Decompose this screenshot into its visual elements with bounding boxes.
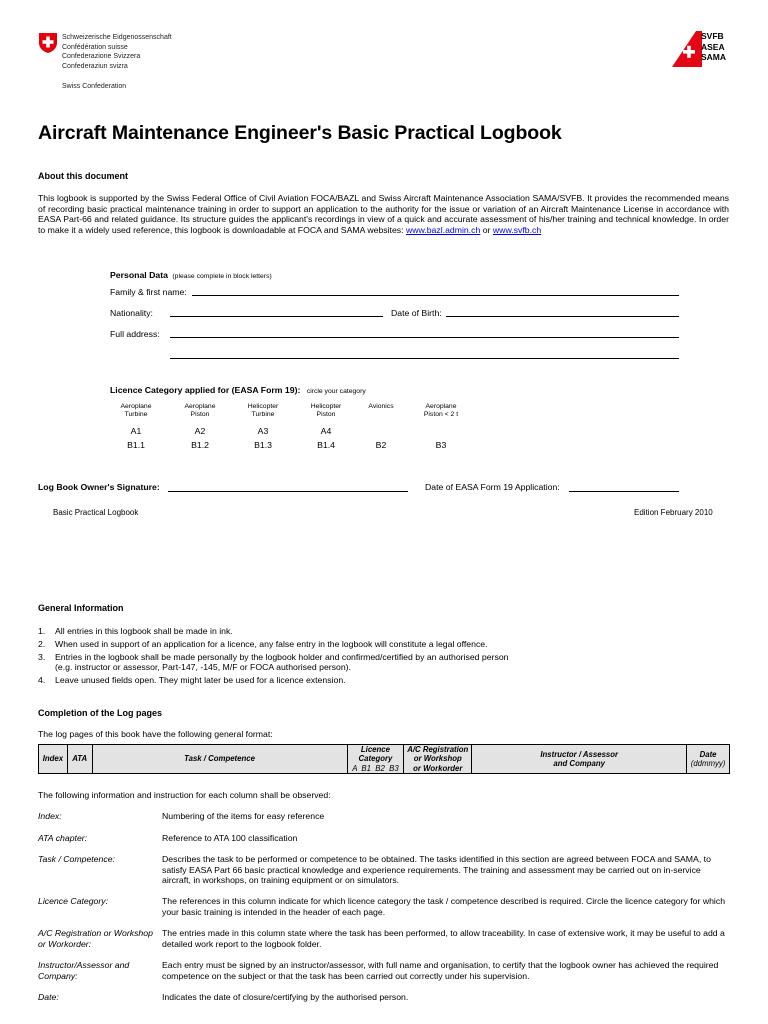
family-name-field[interactable] xyxy=(192,295,679,296)
federation-names xyxy=(62,33,172,71)
full-address-label: Full address: xyxy=(110,329,160,339)
swiss-federal-emblem xyxy=(38,32,58,54)
licence-option-b1-4[interactable]: B1.4 xyxy=(317,440,335,450)
def-desc-task: Describes the task to be performed or competence to be obtained. The tasks identified in this section are agreed between FOCA and SAMA, to satisfy EASA Part 66 basic practical knowledge and experience requirements. The training and assessment may be carried out on in-service aircraft, in workshops, on training equipment or on simulators. xyxy=(162,854,711,886)
def-term-registration: A/C Registration or Workshop or Workorder: xyxy=(38,928,153,949)
def-desc-registration: The entries made in this column state where the task has been performed, to allow traceability. In case of extensive work, it may be useful to add a detailed work report to the logbook folder. xyxy=(162,928,725,949)
licence-category-heading-row xyxy=(110,380,366,398)
completion-intro: The log pages of this book have the following general format: xyxy=(38,729,273,739)
def-desc-ata: Reference to ATA 100 classification xyxy=(162,833,298,843)
def-term-instructor: Instructor/Assessor and Company: xyxy=(38,960,130,981)
svfb-names xyxy=(701,31,726,63)
personal-data-heading: Personal Data xyxy=(110,270,168,280)
licence-option-b1-2[interactable]: B1.2 xyxy=(191,440,209,450)
list-item: 4. Leave unused fields open. They might later be used for a licence extension. xyxy=(38,674,346,685)
def-desc-date: Indicates the date of closure/certifying by the authorised person. xyxy=(162,992,409,1002)
list-item: 3. Entries in the logbook shall be made personally by the logbook holder and confirmed/certified by an authorised person (e.g. instructor or assessor, Part-147, -145, M/F or FOCA authorised person). xyxy=(38,651,509,673)
licence-option-b1-3[interactable]: B1.3 xyxy=(254,440,272,450)
federation-line-de: Schweizerische Eidgenossenschaft xyxy=(62,34,172,41)
col-index: Index xyxy=(39,745,68,774)
swiss-confederation-label: Swiss Confederation xyxy=(62,83,127,90)
def-desc-instructor: Each entry must be signed by an instructor/assessor, with full name and organisation, to certify that the logbook owner has achieved the required competence on the subject or that the task has been carried out correctly under his supervision. xyxy=(162,960,719,981)
about-or: or xyxy=(480,224,493,235)
svfb-line: SVFB xyxy=(701,31,724,41)
def-term-licence: Licence Category: xyxy=(38,896,109,906)
licence-col-aeroplane-piston xyxy=(172,403,228,450)
def-term-task: Task / Competence: xyxy=(38,854,115,864)
federation-line-fr: Confédération suisse xyxy=(62,43,128,51)
licence-col-helicopter-turbine xyxy=(235,403,291,450)
licence-col-aeroplane-turbine xyxy=(108,403,164,450)
owner-signature-label: Log Book Owner's Signature: xyxy=(38,482,160,492)
federation-line-rm: Confederaziun svizra xyxy=(62,62,128,70)
col-date: Date (ddmmyy) xyxy=(687,745,730,774)
licence-option-b1-1[interactable]: B1.1 xyxy=(127,440,145,450)
owner-signature-field[interactable] xyxy=(168,491,408,492)
licence-category-heading: Licence Category applied for (EASA Form 19): xyxy=(110,385,301,395)
licence-col-helicopter-piston xyxy=(298,403,354,450)
col-task: Task / Competence xyxy=(92,745,347,774)
licence-col-subhead: Piston xyxy=(316,411,336,418)
licence-col-subhead: Piston xyxy=(190,411,210,418)
personal-data-note: (please complete in block letters) xyxy=(172,273,272,280)
licence-col-head: Avionics xyxy=(368,403,394,410)
col-ata: ATA xyxy=(67,745,92,774)
full-address-field-1[interactable] xyxy=(170,337,679,338)
sama-line: SAMA xyxy=(701,52,727,63)
licence-option-b2[interactable]: B2 xyxy=(375,440,387,450)
date-of-birth-field[interactable] xyxy=(446,316,679,317)
svfb-link[interactable]: www.svfb.ch xyxy=(492,224,542,235)
licence-col-subhead: Turbine xyxy=(251,411,275,418)
general-info-list xyxy=(38,626,738,688)
licence-col-head: Helicopter xyxy=(310,403,342,410)
licence-col-subhead: Piston < 2 t xyxy=(423,411,459,418)
following-info: The following information and instruction for each column shall be observed: xyxy=(38,790,331,800)
nationality-label: Nationality: xyxy=(110,308,153,318)
def-desc-licence: The references in this column indicate for which licence category the task / competence described is required. Circle the licence category for which your basic training is intended in the header of each page. xyxy=(162,896,726,917)
list-item: 1. All entries in this logbook shall be made in ink. xyxy=(38,626,233,636)
def-term-index: Index: xyxy=(38,811,62,821)
licence-option-empty xyxy=(353,426,409,436)
def-desc-index: Numbering of the items for easy reference xyxy=(162,811,325,821)
licence-option-a4[interactable]: A4 xyxy=(320,426,332,436)
footer-left: Basic Practical Logbook xyxy=(53,508,139,517)
licence-col-aeroplane-piston-2t xyxy=(413,403,469,450)
about-paragraph xyxy=(38,193,729,235)
licence-option-a1[interactable]: A1 xyxy=(130,426,142,436)
about-heading: About this document xyxy=(38,171,128,181)
licence-option-a2[interactable]: A2 xyxy=(194,426,206,436)
licence-col-head: Aeroplane xyxy=(425,403,457,410)
licence-option-b3[interactable]: B3 xyxy=(435,440,447,450)
bazl-link[interactable]: www.bazl.admin.ch xyxy=(405,224,481,235)
licence-col-subhead: Turbine xyxy=(124,411,148,418)
general-info-heading: General Information xyxy=(38,603,124,613)
licence-category-grid xyxy=(0,403,768,453)
licence-category-note: circle your category xyxy=(306,388,366,395)
asea-line: ASEA xyxy=(701,41,725,52)
licence-option-a3[interactable]: A3 xyxy=(257,426,269,436)
licence-option-empty xyxy=(413,426,469,436)
completion-heading: Completion of the Log pages xyxy=(38,708,162,718)
full-address-field-2[interactable] xyxy=(170,358,679,359)
footer-right: Edition February 2010 xyxy=(634,508,713,517)
col-registration: A/C Registration or Workshop or Workorder xyxy=(404,745,472,774)
col-licence: Licence Category A B1 B2 B3 xyxy=(347,745,404,774)
about-text: This logbook is supported by the Swiss Federal Office of Civil Aviation FOCA/BAZL and Swiss Aircraft Maintenance Association SAMA/SVFB. It provides the recommended means of recording basic practical maintenance training in order to support an application to the authority for the issue or variation of an Aircraft Maintenance License in accordance with EASA Part-66 and related guidance. Its structure guides the applicant's recordings in view of a quick and accurate assessment of his/her training and technical knowledge. In order to make it a widely used reference, this logbook is downloadable at FOCA and SAMA websites: xyxy=(38,193,729,235)
personal-data-heading-row xyxy=(110,265,272,283)
nationality-field[interactable] xyxy=(170,316,383,317)
def-term-date: Date: xyxy=(38,992,59,1002)
def-term-ata: ATA chapter: xyxy=(38,833,88,843)
licence-col-head: Aeroplane xyxy=(184,403,216,410)
log-format-table xyxy=(38,744,730,774)
licence-col-head: Aeroplane xyxy=(120,403,152,410)
form19-date-field[interactable] xyxy=(569,491,679,492)
form19-date-label: Date of EASA Form 19 Application: xyxy=(425,482,560,492)
licence-col-head: Helicopter xyxy=(247,403,279,410)
list-item: 2. When used in support of an application for a licence, any false entry in the logbook will constitute a legal offence. xyxy=(38,638,488,649)
licence-col-avionics xyxy=(353,403,409,450)
date-of-birth-label: Date of Birth: xyxy=(391,308,442,318)
document-title: Aircraft Maintenance Engineer's Basic Practical Logbook xyxy=(38,122,562,144)
col-instructor: Instructor / Assessor and Company xyxy=(472,745,687,774)
federation-line-it: Confederazione Svizzera xyxy=(62,53,141,61)
family-name-label: Family & first name: xyxy=(110,287,187,297)
